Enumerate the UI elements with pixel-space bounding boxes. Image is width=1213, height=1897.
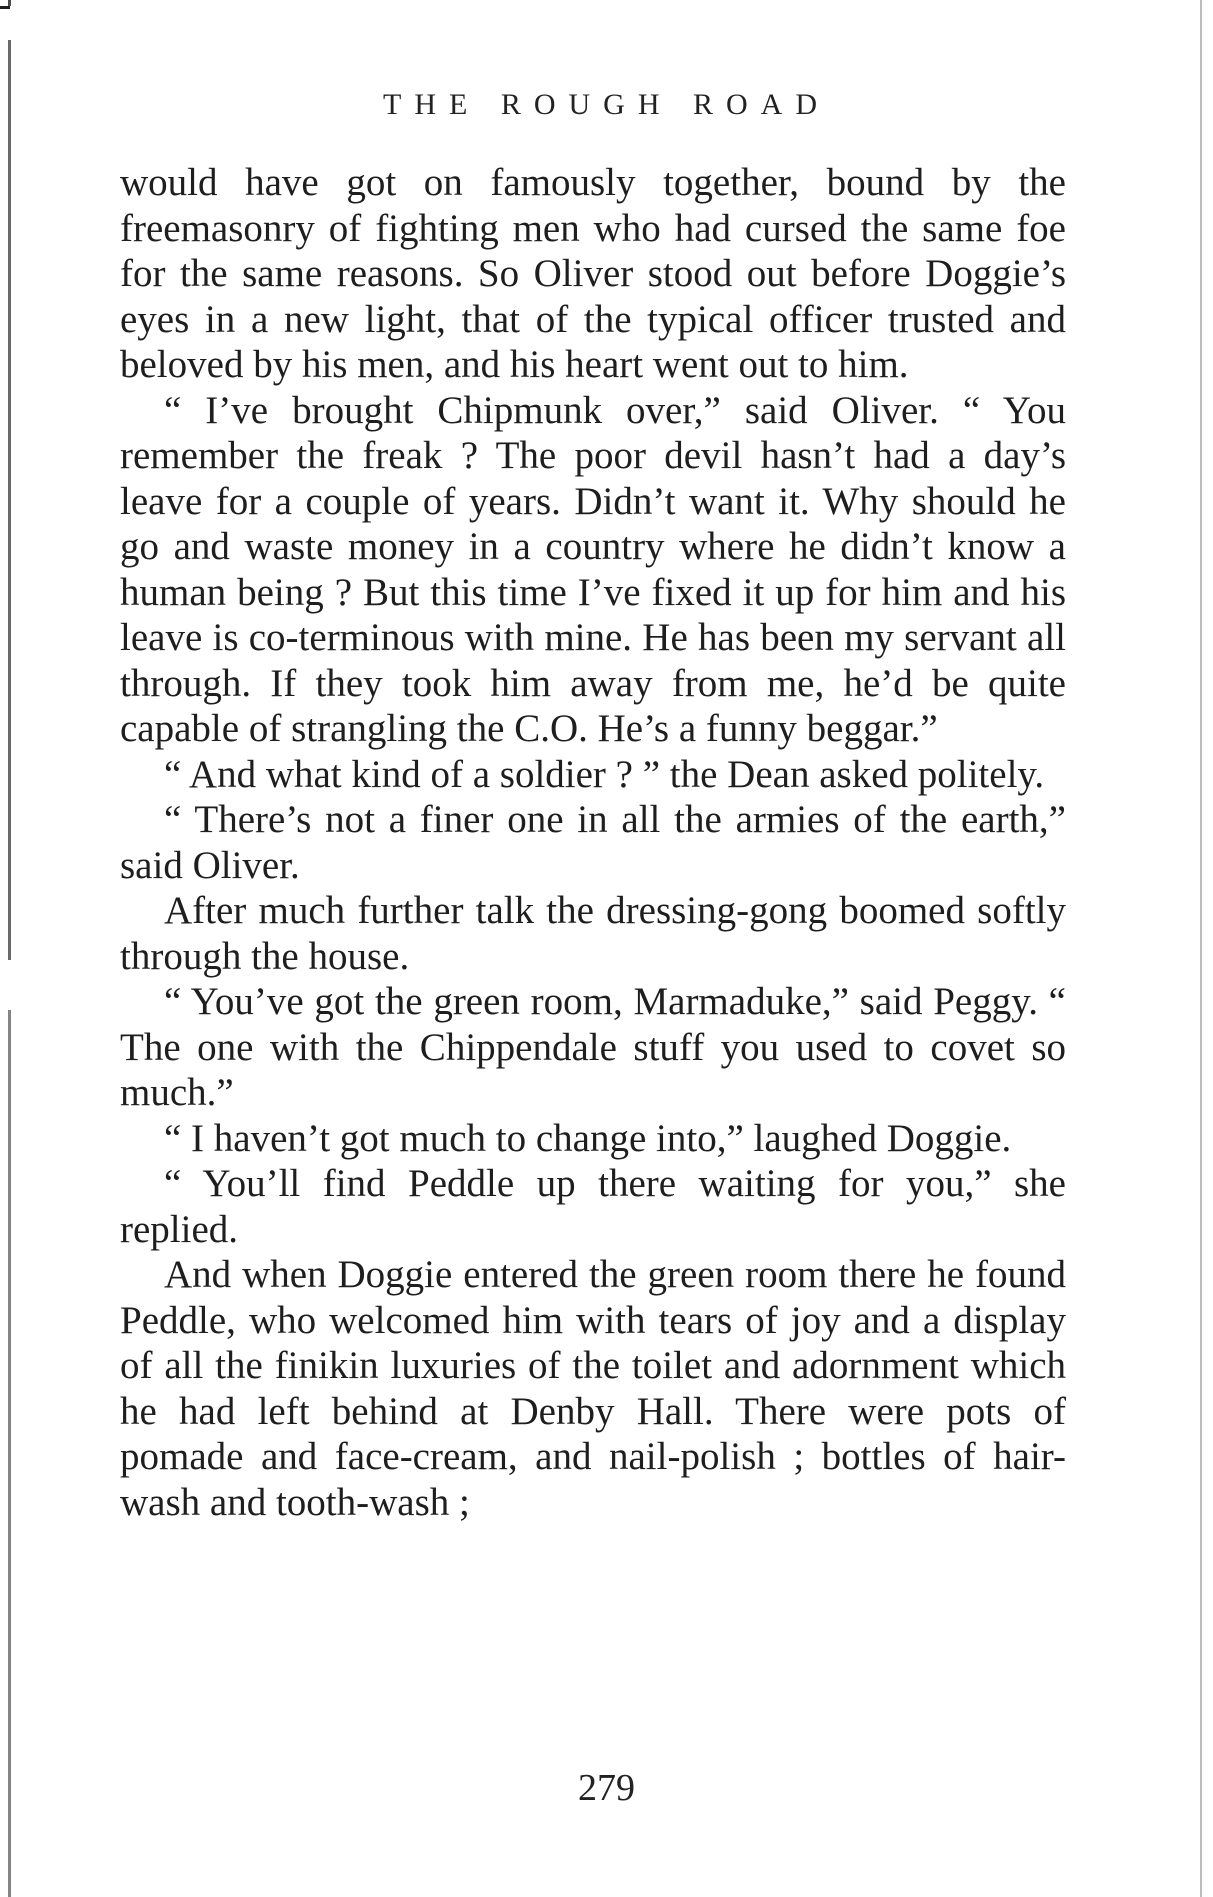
scan-right-edge <box>1200 0 1202 1897</box>
running-head: THE ROUGH ROAD <box>383 88 830 121</box>
paragraph-continued: would have got on famously together, bound by the freemasonry of fighting men who had cursed the same foe for the same reasons. So Oliver stood out before Doggie’s eyes in a new light, that of the typical officer trusted and beloved by his men, and his heart went out to him. <box>120 161 1066 386</box>
page-number: 279 <box>578 1767 635 1809</box>
paragraph: “ And what kind of a soldier ? ” the Dean asked politely. <box>164 752 1045 796</box>
scan-binding-edge <box>8 0 11 1897</box>
paragraph: “ You’ve got the green room, Marmaduke,” said Peggy. “ The one with the Chippendale stuff you used to covet so much.” <box>120 980 1066 1114</box>
body-text <box>120 160 1066 1525</box>
paragraph: And when Doggie entered the green room there he found Peddle, who welcomed him with tears of joy and a display of all the finikin luxuries of the toilet and adornment which he had left behind at Denby Hall. There were pots of pomade and face-cream, and nail-polish ; bottles of hair-wash and tooth-wash ; <box>120 1253 1066 1524</box>
paragraph: After much further talk the dressing-gong boomed softly through the house. <box>120 889 1066 978</box>
scan-corner-mark <box>0 6 10 9</box>
paragraph: “ I’ve brought Chipmunk over,” said Oliver. “ You remember the freak ? The poor devil hasn’t had a day’s leave for a couple of years. Didn’t want it. Why should he go and waste money in a country where he didn’t know a human being ? But this time I’ve fixed it up for him and his leave is co-terminous with mine. He has been my servant all through. If they took him away from me, he’d be quite capable of strangling the C.O. He’s a funny beggar.” <box>120 388 1066 750</box>
paragraph: “ I haven’t got much to change into,” laughed Doggie. <box>164 1116 1012 1160</box>
paragraph: “ You’ll find Peddle up there waiting for you,” she replied. <box>120 1162 1066 1251</box>
paragraph: “ There’s not a finer one in all the armies of the earth,” said Oliver. <box>120 798 1066 887</box>
